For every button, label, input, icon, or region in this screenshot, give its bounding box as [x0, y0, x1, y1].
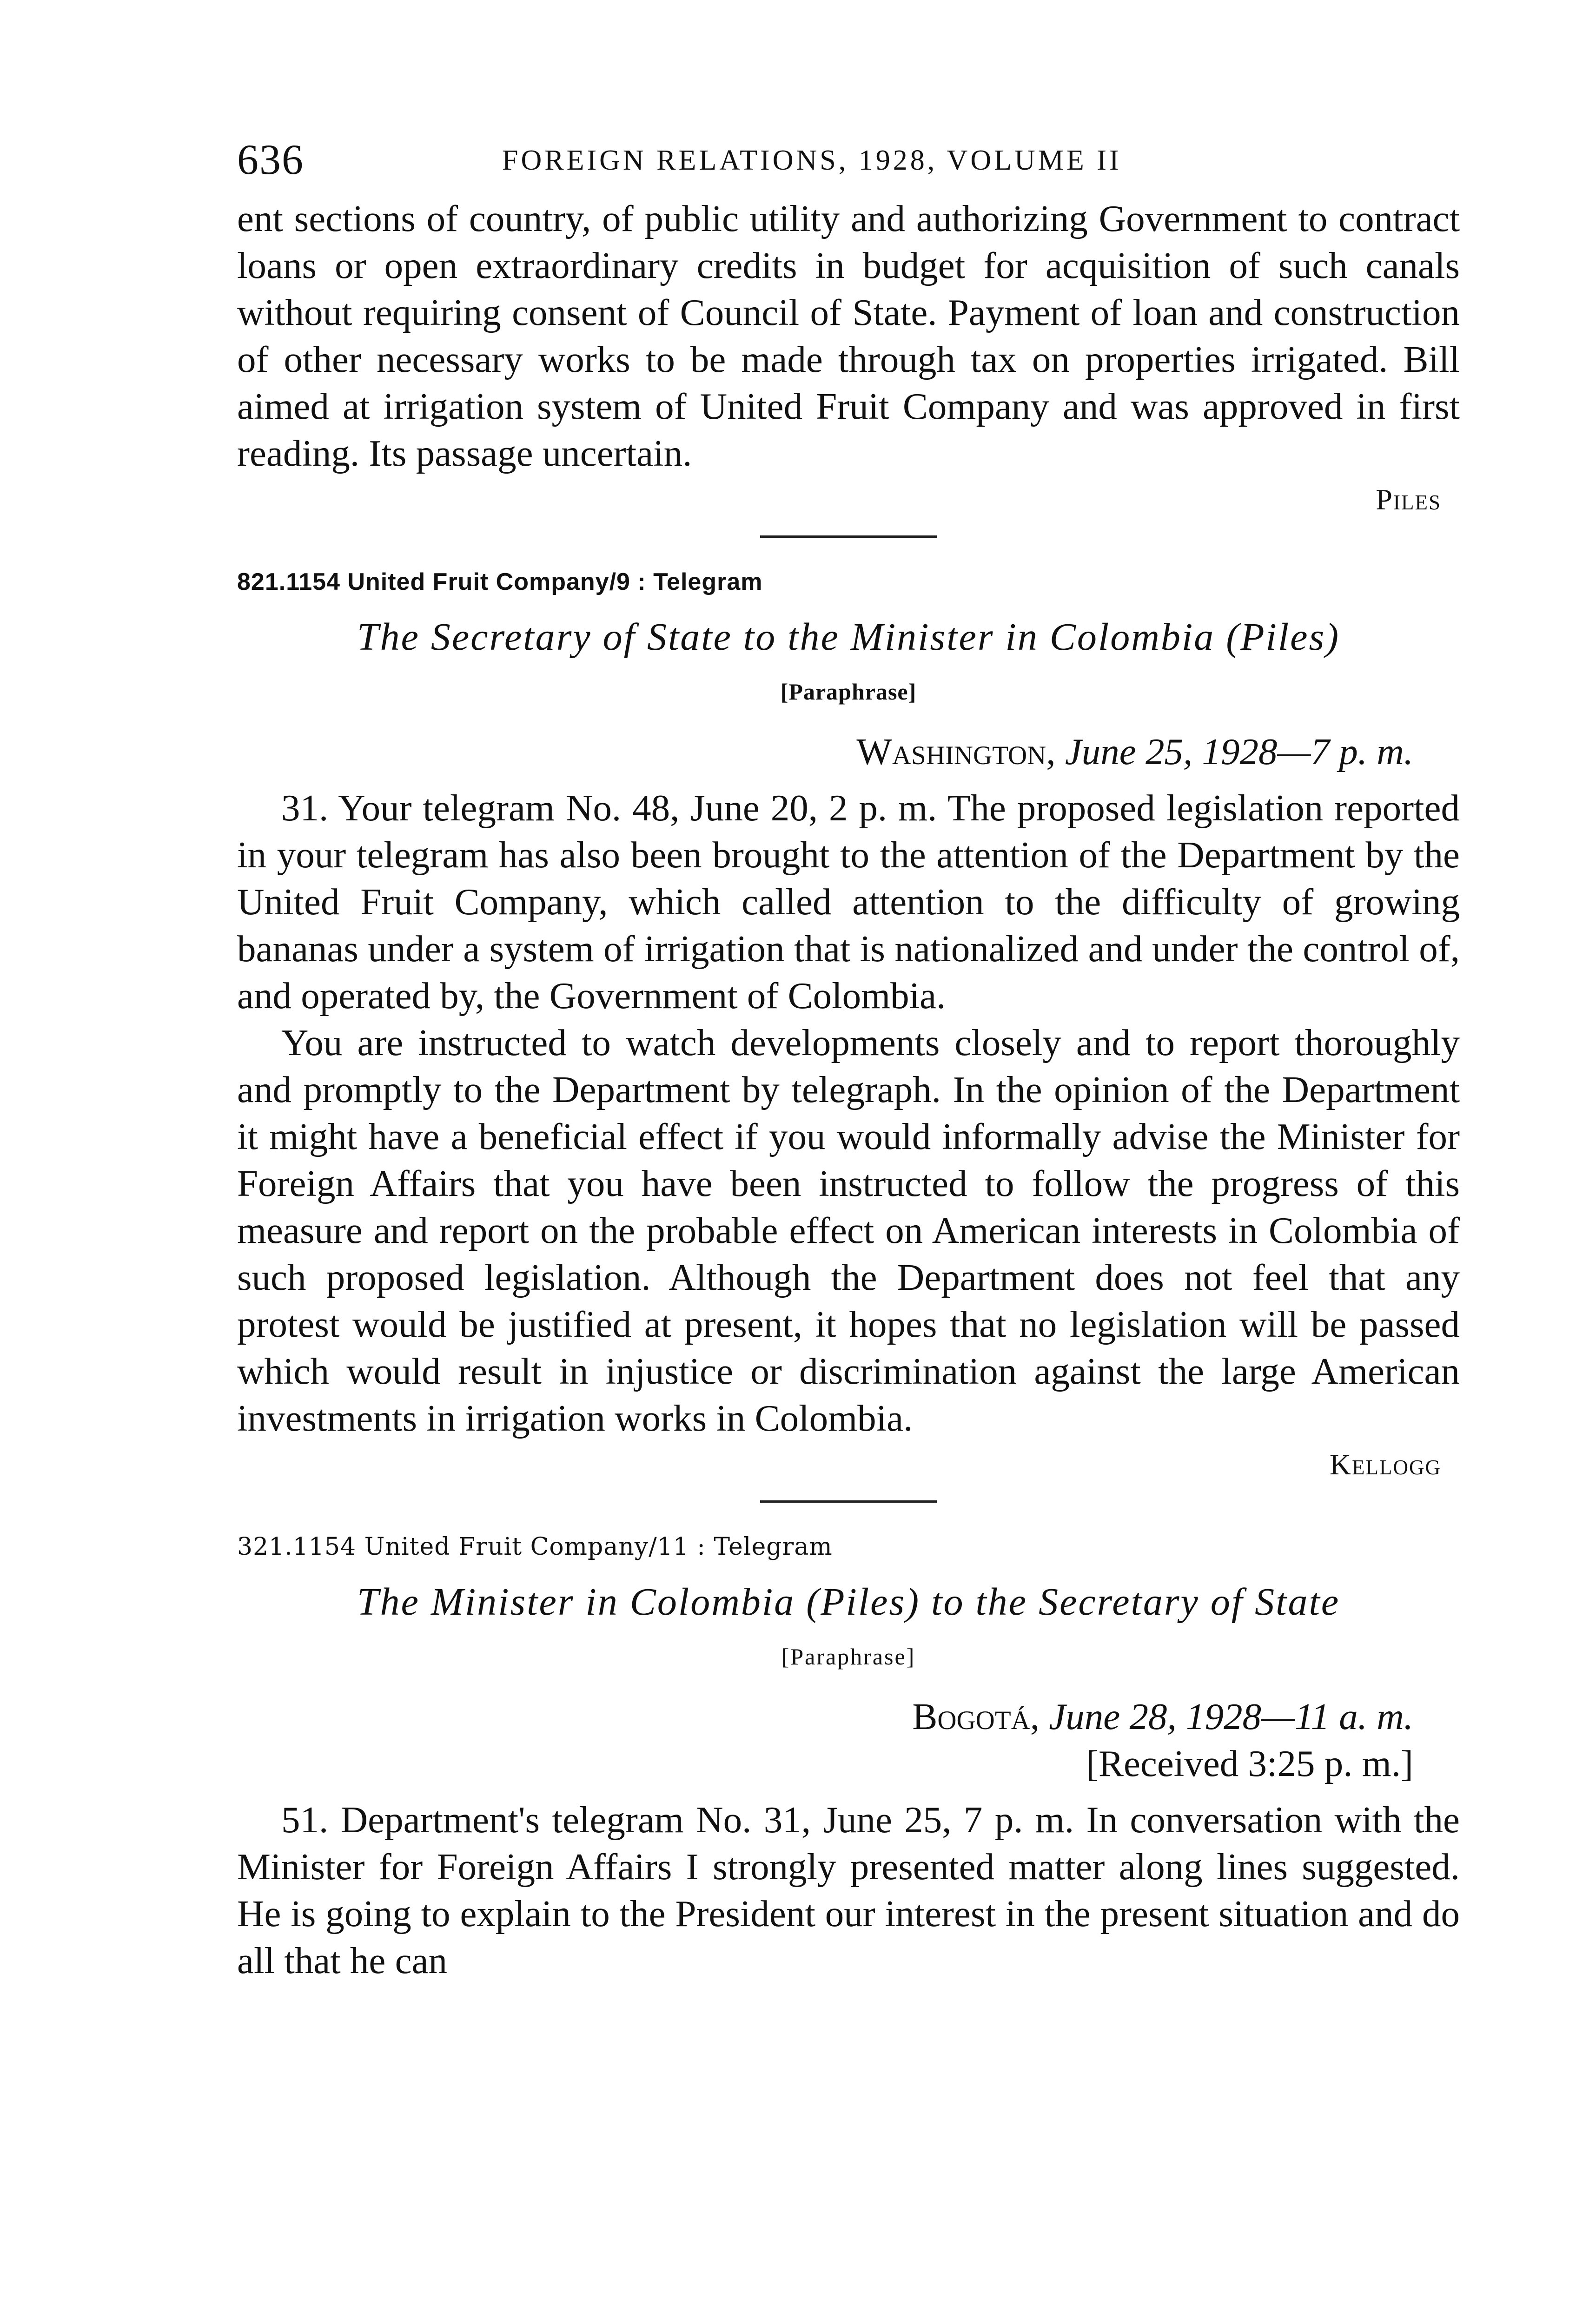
dateline-place: Bogotá,: [912, 1696, 1040, 1737]
document-title: [237, 1579, 1460, 1624]
page-header: [237, 135, 1460, 195]
dateline-date: June 28, 1928—11 a. m.: [1049, 1696, 1413, 1737]
signature-kellogg: Kellogg: [1329, 1448, 1441, 1481]
section-divider: [760, 535, 937, 538]
document-title-paren: (Piles): [806, 1580, 920, 1624]
document-title-end: to the Secretary of State: [931, 1580, 1340, 1624]
running-head: FOREIGN RELATIONS, 1928, VOLUME II: [502, 145, 1122, 176]
telegram-paragraph: 51. Department's telegram No. 31, June 25, 7 p. m. In conversation with the Minister for Foreign Affairs I strongly presented matter along lines suggested. He is going to explain to the President our interest in the present situation and do all that he can: [237, 1799, 1460, 1981]
document-title-paren: (Piles): [1226, 615, 1340, 659]
dateline-date: June 25, 1928—7 p. m.: [1065, 731, 1413, 772]
document-title-text: The Secretary of State to the Minister in Colombia: [357, 615, 1215, 659]
file-reference: 321.1154 United Fruit Company/11 : Telegram: [237, 1533, 833, 1561]
section-divider: [760, 1500, 937, 1503]
telegram-paragraph: 31. Your telegram No. 48, June 20, 2 p. m. The proposed legislation reported in your telegram has also been brought to the attention of the Department by the United Fruit Company, which called attention to the difficulty of growing bananas under a system of irrigation that is nationalized and under the control of, and operated by, the Government of Colombia.: [237, 787, 1460, 1017]
document-page: [237, 135, 1460, 1984]
continued-paragraph: ent sections of country, of public utility and authorizing Government to contract loans or open extraordinary credits in budget for acquisition of such canals without requiring consent of Council of State. Payment of loan and construction of other necessary works to be made through tax on properties irrigated. Bill aimed at irrigation system of United Fruit Company and was approved in first reading. Its passage uncertain.: [237, 198, 1460, 474]
page-number: 636: [237, 136, 304, 183]
document-title-text: The Minister in Colombia: [357, 1580, 795, 1624]
dateline-place: Washington,: [856, 731, 1056, 772]
telegram-paragraph: You are instructed to watch developments closely and to report thoroughly and promptly to the Department by telegraph. In the opinion of the Department it might have a beneficial effect if you would informally advise the Minister for Foreign Affairs that you have been instructed to follow the progress of this measure and report on the probable effect on American interests in Colombia of such proposed legislation. Although the Department does not feel that any protest would be justified at present, it hopes that no legislation will be passed which would result in injustice or discrimination against the large American investments in irrigation works in Colombia.: [237, 1022, 1460, 1439]
file-reference: 821.1154 United Fruit Company/9 : Telegram: [237, 568, 763, 595]
document-title: [237, 614, 1460, 660]
paraphrase-label: [Paraphrase]: [781, 1644, 916, 1670]
signature-piles: Piles: [1376, 483, 1441, 516]
paraphrase-label: [Paraphrase]: [780, 679, 917, 705]
received-time: [Received 3:25 p. m.]: [1086, 1743, 1413, 1784]
dateline: [237, 1693, 1460, 1740]
dateline: [237, 728, 1460, 775]
